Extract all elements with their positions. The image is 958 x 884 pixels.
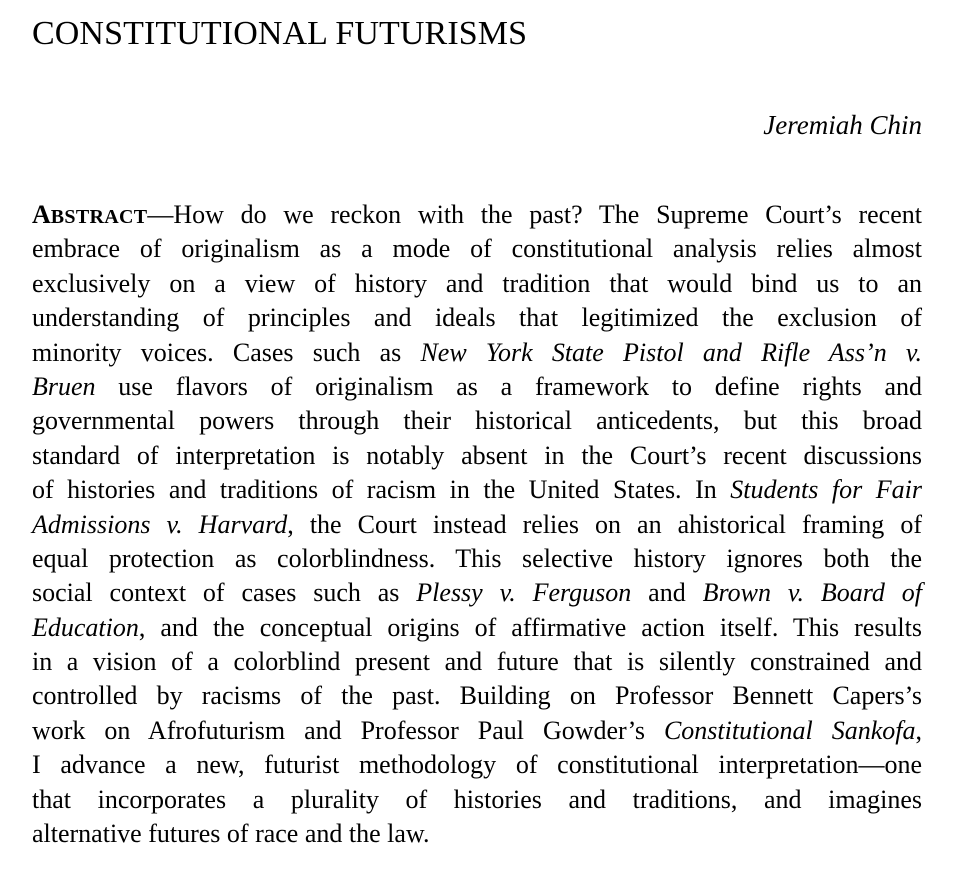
abstract-line: [32, 439, 922, 473]
abstract-line: [32, 232, 922, 266]
abstract-text: embrace of originalism as a mode of constitutional analysis relies almost: [32, 234, 922, 264]
abstract-text: I advance a new, futurist methodology of constitutional interpretation—one: [32, 750, 922, 780]
abstract-dash: —: [147, 200, 174, 229]
abstract-text: use flavors of originalism as a framework to define rights and: [95, 371, 922, 401]
abstract-text: work on Afrofuturism and Professor Paul Gowder’s: [32, 715, 664, 745]
abstract-line: [32, 198, 922, 232]
abstract-text: controlled by racisms of the past. Building on Professor Bennett Capers’s: [32, 681, 922, 711]
abstract-line: [32, 817, 922, 851]
abstract-line: [32, 370, 922, 404]
abstract-line: [32, 508, 922, 542]
abstract-line: [32, 473, 922, 507]
abstract-line: [32, 301, 922, 335]
case-citation: Education: [32, 612, 139, 642]
abstract-text: in a vision of a colorblind present and future that is silently constrained and: [32, 647, 922, 677]
abstract-line: [32, 748, 922, 782]
abstract-line: [32, 679, 922, 713]
abstract-line: [32, 576, 922, 610]
abstract-line: [32, 267, 922, 301]
abstract-line: [32, 714, 922, 748]
case-citation: Plessy v. Ferguson: [416, 578, 632, 608]
abstract-text: that incorporates a plurality of histories and traditions, and imagines: [32, 784, 922, 814]
abstract-text: ,: [915, 715, 922, 745]
abstract-line: [32, 404, 922, 438]
case-citation: New York State Pistol and Rifle Ass’n v.: [420, 337, 923, 367]
case-citation: Admissions v. Harvard: [32, 509, 288, 539]
abstract-text: and: [631, 578, 703, 608]
abstract-text: standard of interpretation is notably absent in the Court’s recent discussions: [32, 440, 922, 470]
case-citation: Students for Fair: [730, 475, 923, 505]
abstract-text: minority voices. Cases such as: [32, 337, 421, 367]
case-citation: Constitutional Sankofa: [663, 715, 916, 745]
abstract-line: [32, 645, 922, 679]
abstract-text: of histories and traditions of racism in the United States. In: [32, 475, 731, 505]
abstract-text: exclusively on a view of history and tradition that would bind us to an: [32, 268, 922, 298]
author-name: Jeremiah Chin: [763, 110, 922, 140]
abstract-text: , and the conceptual origins of affirmative action itself. This results: [138, 612, 922, 642]
abstract-text: equal protection as colorblindness. This selective history ignores both the: [32, 543, 922, 573]
abstract-line: [32, 336, 922, 370]
case-citation: Bruen: [32, 371, 96, 401]
abstract-text: How do we reckon with the past? The Supreme Court’s recent: [173, 200, 922, 229]
paper-title: CONSTITUTIONAL FUTURISMS: [32, 15, 528, 52]
abstract-text: understanding of principles and ideals that legitimized the exclusion of: [32, 303, 922, 333]
abstract-text: governmental powers through their historical anticedents, but this broad: [32, 406, 922, 436]
abstract-label: ABSTRACT: [32, 200, 148, 229]
abstract-text: , the Court instead relies on an ahistorical framing of: [287, 509, 922, 539]
abstract-block: [32, 198, 922, 851]
abstract-text: alternative futures of race and the law.: [32, 819, 430, 849]
abstract-line: [32, 611, 922, 645]
abstract-text: social context of cases such as: [32, 578, 417, 608]
abstract-line: [32, 783, 922, 817]
abstract-line: [32, 542, 922, 576]
case-citation: Brown v. Board of: [702, 578, 922, 608]
